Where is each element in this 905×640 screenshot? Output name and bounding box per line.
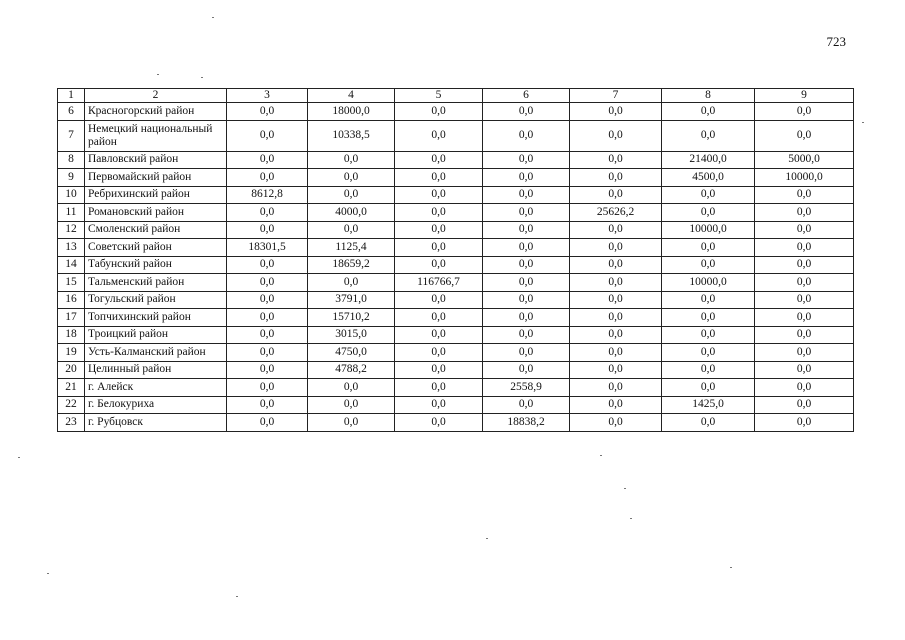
value-cell: 0,0 (395, 169, 483, 187)
value-cell: 0,0 (483, 120, 570, 151)
value-cell: 0,0 (662, 361, 755, 379)
district-name-cell: Табунский район (85, 256, 227, 274)
value-cell: 0,0 (395, 221, 483, 239)
table-row (58, 291, 854, 309)
scan-speck (47, 573, 49, 574)
table-header-row (58, 89, 854, 103)
district-name-cell: Ребрихинский район (85, 186, 227, 204)
value-cell: 0,0 (227, 120, 308, 151)
value-cell: 0,0 (755, 344, 854, 362)
value-cell: 0,0 (395, 291, 483, 309)
value-cell: 0,0 (483, 239, 570, 257)
value-cell: 1425,0 (662, 396, 755, 414)
scan-speck (600, 455, 602, 456)
row-number-cell: 20 (58, 361, 85, 379)
table-row (58, 204, 854, 222)
scan-speck (630, 518, 632, 519)
value-cell: 0,0 (483, 274, 570, 292)
row-number-cell: 11 (58, 204, 85, 222)
value-cell: 0,0 (570, 414, 662, 432)
value-cell: 0,0 (570, 239, 662, 257)
row-number-cell: 8 (58, 151, 85, 169)
value-cell: 0,0 (570, 221, 662, 239)
value-cell: 18659,2 (308, 256, 395, 274)
value-cell: 0,0 (483, 103, 570, 121)
table-row (58, 414, 854, 432)
value-cell: 0,0 (483, 361, 570, 379)
value-cell: 0,0 (662, 103, 755, 121)
district-name-cell: Смоленский район (85, 221, 227, 239)
row-number-cell: 23 (58, 414, 85, 432)
district-name-cell: Немецкий национальный район (85, 120, 227, 151)
value-cell: 0,0 (227, 309, 308, 327)
value-cell: 0,0 (662, 120, 755, 151)
row-number-cell: 6 (58, 103, 85, 121)
row-number-cell: 16 (58, 291, 85, 309)
value-cell: 0,0 (227, 151, 308, 169)
value-cell: 0,0 (755, 274, 854, 292)
district-name-cell: Усть-Калманский район (85, 344, 227, 362)
value-cell: 0,0 (662, 309, 755, 327)
value-cell: 0,0 (308, 274, 395, 292)
value-cell: 18000,0 (308, 103, 395, 121)
value-cell: 0,0 (227, 274, 308, 292)
value-cell: 0,0 (755, 396, 854, 414)
value-cell: 21400,0 (662, 151, 755, 169)
value-cell: 15710,2 (308, 309, 395, 327)
value-cell: 0,0 (662, 256, 755, 274)
value-cell: 0,0 (395, 396, 483, 414)
value-cell: 0,0 (308, 396, 395, 414)
row-number-cell: 14 (58, 256, 85, 274)
table-row (58, 239, 854, 257)
value-cell: 0,0 (570, 309, 662, 327)
scan-speck (18, 457, 20, 458)
value-cell: 3015,0 (308, 326, 395, 344)
row-number-cell: 10 (58, 186, 85, 204)
row-number-cell: 22 (58, 396, 85, 414)
value-cell: 4500,0 (662, 169, 755, 187)
value-cell: 0,0 (662, 291, 755, 309)
value-cell: 0,0 (395, 361, 483, 379)
header-cell: 9 (755, 89, 854, 103)
row-number-cell: 17 (58, 309, 85, 327)
value-cell: 1125,4 (308, 239, 395, 257)
value-cell: 0,0 (395, 151, 483, 169)
value-cell: 8612,8 (227, 186, 308, 204)
value-cell: 0,0 (570, 186, 662, 204)
district-name-cell: Тальменский район (85, 274, 227, 292)
value-cell: 0,0 (227, 414, 308, 432)
value-cell: 0,0 (483, 204, 570, 222)
value-cell: 0,0 (755, 361, 854, 379)
value-cell: 0,0 (483, 344, 570, 362)
value-cell: 0,0 (755, 103, 854, 121)
value-cell: 0,0 (483, 291, 570, 309)
header-cell: 1 (58, 89, 85, 103)
value-cell: 0,0 (662, 204, 755, 222)
header-cell: 4 (308, 89, 395, 103)
value-cell: 0,0 (227, 291, 308, 309)
value-cell: 0,0 (755, 186, 854, 204)
district-name-cell: г. Белокуриха (85, 396, 227, 414)
value-cell: 0,0 (395, 344, 483, 362)
value-cell: 0,0 (227, 169, 308, 187)
value-cell: 4000,0 (308, 204, 395, 222)
value-cell: 0,0 (395, 204, 483, 222)
value-cell: 25626,2 (570, 204, 662, 222)
value-cell: 0,0 (755, 256, 854, 274)
district-name-cell: Троицкий район (85, 326, 227, 344)
value-cell: 0,0 (570, 103, 662, 121)
value-cell: 0,0 (755, 326, 854, 344)
district-name-cell: Первомайский район (85, 169, 227, 187)
value-cell: 0,0 (662, 326, 755, 344)
value-cell: 0,0 (570, 396, 662, 414)
value-cell: 0,0 (227, 103, 308, 121)
data-table (57, 88, 854, 432)
value-cell: 0,0 (395, 186, 483, 204)
value-cell: 0,0 (662, 344, 755, 362)
value-cell: 18838,2 (483, 414, 570, 432)
value-cell: 0,0 (570, 291, 662, 309)
value-cell: 0,0 (395, 103, 483, 121)
value-cell: 0,0 (227, 204, 308, 222)
value-cell: 0,0 (662, 239, 755, 257)
table-row (58, 186, 854, 204)
header-cell: 6 (483, 89, 570, 103)
value-cell: 0,0 (308, 221, 395, 239)
value-cell: 0,0 (662, 379, 755, 397)
value-cell: 3791,0 (308, 291, 395, 309)
value-cell: 0,0 (483, 151, 570, 169)
value-cell: 4788,2 (308, 361, 395, 379)
value-cell: 0,0 (227, 344, 308, 362)
value-cell: 0,0 (755, 239, 854, 257)
value-cell: 0,0 (570, 361, 662, 379)
value-cell: 0,0 (308, 414, 395, 432)
value-cell: 0,0 (570, 151, 662, 169)
row-number-cell: 12 (58, 221, 85, 239)
header-cell: 5 (395, 89, 483, 103)
value-cell: 0,0 (570, 120, 662, 151)
value-cell: 0,0 (227, 256, 308, 274)
district-name-cell: г. Алейск (85, 379, 227, 397)
table-row (58, 344, 854, 362)
value-cell: 0,0 (483, 396, 570, 414)
value-cell: 10000,0 (662, 221, 755, 239)
table-row (58, 169, 854, 187)
value-cell: 10000,0 (755, 169, 854, 187)
value-cell: 0,0 (483, 309, 570, 327)
district-name-cell: Романовский район (85, 204, 227, 222)
value-cell: 0,0 (227, 379, 308, 397)
value-cell: 0,0 (755, 291, 854, 309)
district-name-cell: г. Рубцовск (85, 414, 227, 432)
value-cell: 0,0 (570, 326, 662, 344)
header-cell: 8 (662, 89, 755, 103)
value-cell: 0,0 (755, 204, 854, 222)
district-name-cell: Советский район (85, 239, 227, 257)
district-name-cell: Целинный район (85, 361, 227, 379)
scan-speck (201, 77, 203, 78)
value-cell: 116766,7 (395, 274, 483, 292)
value-cell: 10338,5 (308, 120, 395, 151)
header-cell: 3 (227, 89, 308, 103)
value-cell: 5000,0 (755, 151, 854, 169)
value-cell: 0,0 (755, 379, 854, 397)
row-number-cell: 9 (58, 169, 85, 187)
table-row (58, 274, 854, 292)
scan-speck (157, 74, 159, 75)
value-cell: 0,0 (227, 396, 308, 414)
table-row (58, 309, 854, 327)
value-cell: 0,0 (308, 169, 395, 187)
value-cell: 0,0 (755, 414, 854, 432)
value-cell: 18301,5 (227, 239, 308, 257)
scan-speck (236, 596, 238, 597)
row-number-cell: 7 (58, 120, 85, 151)
value-cell: 0,0 (395, 414, 483, 432)
table-row (58, 256, 854, 274)
table-row (58, 396, 854, 414)
value-cell: 0,0 (308, 379, 395, 397)
row-number-cell: 21 (58, 379, 85, 397)
table-row (58, 361, 854, 379)
scan-speck (624, 488, 626, 489)
value-cell: 0,0 (395, 120, 483, 151)
table-row (58, 151, 854, 169)
header-cell: 2 (85, 89, 227, 103)
value-cell: 0,0 (483, 221, 570, 239)
value-cell: 0,0 (570, 274, 662, 292)
scan-speck (730, 567, 732, 568)
table-row (58, 120, 854, 151)
table-body (58, 89, 854, 432)
value-cell: 0,0 (483, 186, 570, 204)
table-row (58, 221, 854, 239)
table-row (58, 326, 854, 344)
district-name-cell: Павловский район (85, 151, 227, 169)
value-cell: 0,0 (395, 379, 483, 397)
value-cell: 0,0 (395, 256, 483, 274)
value-cell: 0,0 (662, 186, 755, 204)
value-cell: 2558,9 (483, 379, 570, 397)
row-number-cell: 15 (58, 274, 85, 292)
value-cell: 0,0 (755, 120, 854, 151)
value-cell: 0,0 (570, 344, 662, 362)
value-cell: 10000,0 (662, 274, 755, 292)
value-cell: 0,0 (395, 326, 483, 344)
table-row (58, 103, 854, 121)
value-cell: 0,0 (483, 256, 570, 274)
value-cell: 0,0 (395, 309, 483, 327)
row-number-cell: 13 (58, 239, 85, 257)
scan-speck (212, 17, 214, 18)
value-cell: 0,0 (308, 151, 395, 169)
scan-speck (486, 538, 488, 539)
table-row (58, 379, 854, 397)
page-number: 723 (826, 34, 846, 49)
header-cell: 7 (570, 89, 662, 103)
value-cell: 0,0 (662, 414, 755, 432)
value-cell: 0,0 (308, 186, 395, 204)
value-cell: 0,0 (570, 379, 662, 397)
value-cell: 0,0 (755, 221, 854, 239)
value-cell: 0,0 (570, 256, 662, 274)
row-number-cell: 18 (58, 326, 85, 344)
district-name-cell: Тогульский район (85, 291, 227, 309)
value-cell: 0,0 (227, 361, 308, 379)
district-name-cell: Топчихинский район (85, 309, 227, 327)
value-cell: 0,0 (395, 239, 483, 257)
value-cell: 4750,0 (308, 344, 395, 362)
value-cell: 0,0 (483, 169, 570, 187)
value-cell: 0,0 (570, 169, 662, 187)
value-cell: 0,0 (227, 221, 308, 239)
scan-speck (862, 122, 864, 123)
value-cell: 0,0 (483, 326, 570, 344)
row-number-cell: 19 (58, 344, 85, 362)
value-cell: 0,0 (227, 326, 308, 344)
value-cell: 0,0 (755, 309, 854, 327)
district-name-cell: Красногорский район (85, 103, 227, 121)
